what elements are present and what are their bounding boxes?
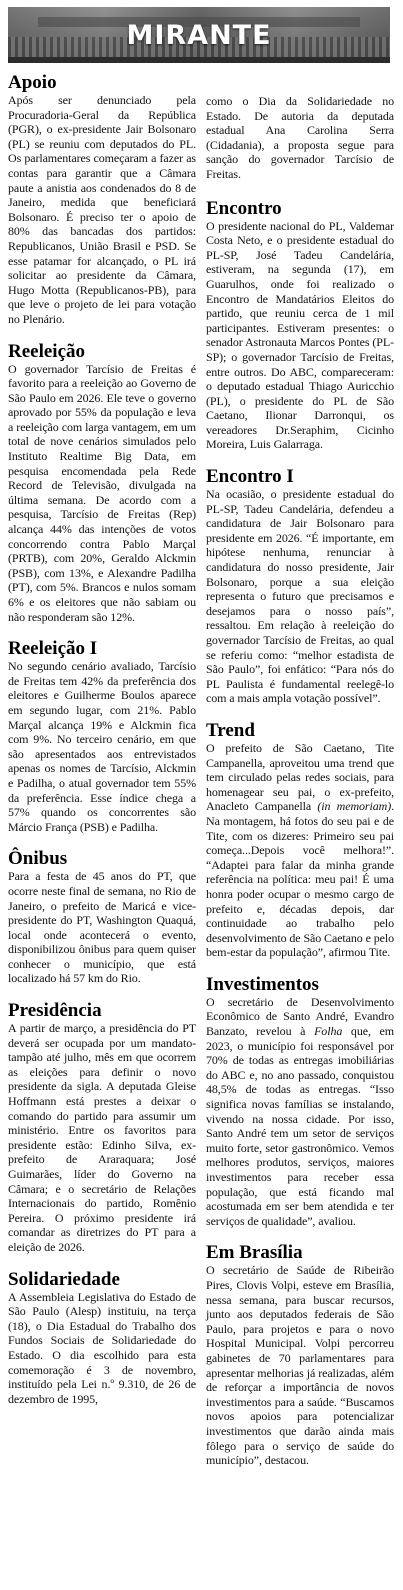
news-item-em-brasilia	[206, 1242, 394, 1467]
news-item-reeleicao-i	[8, 638, 196, 834]
item-heading: Solidariedade	[8, 1268, 120, 1290]
item-body: No segundo cenário avaliado, Tarcísio de Freitas tem 42% da preferência dos eleitores e Guilherme Boulos aparece em segundo lugar, com 21%. Pablo Marçal alcança 19% e Alckmin fica com 9%. No terceiro cenário, em que são apresentados aos entrevistados apenas os nomes de Tarcísio, Alckmin e Padilha, o atual governador tem 55% da preferência. Esse índice chega a 57% quando os concorrentes são Márcio França (PSB) e Padilha.	[8, 659, 196, 834]
banner-ground	[8, 57, 390, 63]
news-item-apoio	[8, 72, 196, 327]
news-item-trend	[206, 720, 394, 960]
item-body	[206, 995, 394, 1229]
column-title: MIRANTE	[126, 20, 272, 51]
item-heading: Investimentos	[206, 973, 319, 995]
item-body: Para a festa de 45 anos do PT, que ocorre neste final de semana, no Rio de Janeiro, o prefeito de Maricá e vice-presidente do PT, Washington Quaquá, local onde acontecerá o evento, disponibilizou ônibus para quem quiser conhecer o município, que está localizado há 57 km do Rio.	[8, 869, 196, 986]
item-body: Na ocasião, o presidente estadual do PL-SP, Tadeu Candelária, defendeu a candidatura de Jair Bolsonaro para presidente em 2026. “É importante, em hipótese nenhuma, renunciar à candidatura do nosso presidente, Jair Bolsonaro, porque a sua eleição representa o futuro que precisamos e desejamos para o nosso país”, ressaltou. Em relação à reeleição do governador Tarcísio de Freitas, ao qual se referiu como: “melhor estadista de São Paulo”, foi enfático: “Para nós do PL Paulista é fundamental reelegê-lo com a mais ampla votação possível”.	[206, 487, 394, 706]
solidariedade-continuation: como o Dia da Solidariedade no Estado. De autoria da deputada estadual Ana Carolina Serra (Cidadania), a proposta segue para sanção do governador Tarcísio de Freitas.	[206, 94, 394, 181]
item-body-italic: (in memoriam)	[317, 799, 392, 814]
item-body: O presidente nacional do PL, Valdemar Costa Neto, e o presidente estadual do PL-SP, José Tadeu Candelária, estiveram, na segunda (17), em Guarulhos, onde foi realizado o Encontro de Mandatários Eleitos do partido, que reuniu cerca de 1 mil participantes. Estiveram presentes: o senador Astronauta Marcos Pontes (PL-SP); o governador Tarcísio de Freitas, entre outros. Do ABC, compareceram: o deputado estadual Thiago Auricchio (PL), o presidente do PL de São Caetano, Ilionar Darronqui, os vereadores Dr.Seraphim, Cicinho Moreira, Luis Galarraga.	[206, 218, 394, 452]
news-item-encontro-i	[206, 466, 394, 706]
item-body: A Assembleia Legislativa do Estado de São Paulo (Alesp) instituiu, na terça (18), o Dia Estadual do Trabalho dos Fundos Sociais de Solidariedade do Estado. O dia escolhido para esta comemoração é 3 de novembro, instituído pela Lei n.º 9.310, de 26 de dezembro de 1995,	[8, 1289, 196, 1406]
left-column	[8, 72, 196, 1420]
news-item-investimentos	[206, 974, 394, 1229]
news-item-presidencia	[8, 1000, 196, 1255]
item-body-italic: Folha	[314, 1024, 343, 1039]
item-heading: Trend	[206, 719, 255, 741]
item-body: Após ser denunciado pela Procuradoria-Geral da República (PGR), o ex-presidente Jair Bolsonaro (PL) se reuniu com deputados do PL. Os parlamentares começaram a fazer as contas para garantir que a Câmara paute a anistia aos condenados do 8 de Janeiro, medida que beneficiará Bolsonaro. É preciso ter o apoio de 80% das bancadas dos partidos: Republicanos, União Brasil e PSD. Se esse patamar for alcançado, o PL irá solicitar ao presidente da Câmara, Hugo Motta (Republicanos-PB), para que leve o projeto de lei para votação no Plenário.	[8, 93, 196, 326]
item-body-part: que, em 2023, o município foi responsável por 70% de todas as entregas imobiliárias do ABC e, no ano passado, conquistou 48,5% de todas as entregas. “Isso significa novas famílias se instalando, vivendo na nossa cidade. Por isso, Santo André tem um setor de serviços muito forte, setor gastronômico. Vemos melhores produtos, serviços, maiores investimentos para receber essa população, que está ficando mal acostumada em ser bem atendida e ter serviços de qualidade”, avaliou.	[206, 1024, 394, 1228]
item-heading: Reeleição I	[8, 638, 98, 660]
news-item-solidariedade	[8, 1269, 196, 1407]
news-item-reeleicao	[8, 341, 196, 625]
right-column	[206, 94, 394, 1482]
item-heading: Presidência	[8, 1000, 102, 1022]
item-body-part: O secretário de Desenvolvimento Econômico de Santo André, Evandro Banzato, revelou à	[206, 994, 394, 1039]
news-item-encontro	[206, 198, 394, 453]
column-banner	[8, 7, 390, 63]
item-body-part: . Na montagem, há fotos do seu pai e de Tite, com os dizeres: Primeiro seu pai começa...Depois você melhora!”. “Adaptei para falar da minha grande referência na política: meu pai! É uma honra poder ocupar o mesmo cargo de prefeito e, décadas depois, dar continuidade ao trabalho pelo desenvolvimento de São Caetano e pelo bem-estar da população”, afirmou Tite.	[206, 799, 395, 960]
item-heading: Encontro I	[206, 466, 294, 488]
news-item-onibus	[8, 848, 196, 986]
item-body: O governador Tarcísio de Freitas é favorito para a reeleição ao Governo de São Paulo em 2026. Ele teve o governo aprovado por 55% da população e leva a reeleição com larga vantagem, em um total de nove cenários simulados pelo Instituto Realtime Big Data, em pesquisa encomendada pela Rede Record de Televisão, divulgada na última semana. De acordo com a pesquisa, Tarcísio de Freitas (Rep) alcança 44% das intenções de votos concorrendo contra Pablo Marçal (PRTB), com 20%, Geraldo Alckmin (PSB), com 13%, e Alexandre Padilha (PT), com 5%. Brancos e nulos somam 6% e os eleitores que não sabiam ou não responderam são 12%.	[8, 361, 196, 624]
item-heading: Apoio	[8, 72, 57, 93]
item-heading: Encontro	[206, 197, 282, 219]
item-body-part: O prefeito de São Caetano, Tite Campanella, aproveitou uma trend que tem circulado pelas redes sociais, para homenagear seu pai, o ex-prefeito, Anacleto Campanella	[206, 740, 394, 814]
item-heading: Reeleição	[8, 340, 86, 362]
item-body: O secretário de Saúde de Ribeirão Pires, Clovis Volpi, esteve em Brasília, nessa semana, para buscar recursos, junto aos deputados federais de São Paulo, para projetos e para o novo Hospital Municipal. Volpi percorreu gabinetes de 70 parlamentares para apresentar melhorias já realizadas, além de reforçar a importância de novos investimentos para a saúde. “Buscamos novos apoios para potencializar investimentos que darão ainda mais fôlego para o serviço de saúde do município”, destacou.	[206, 1263, 394, 1468]
item-body: A partir de março, a presidência do PT deverá ser ocupada por um mandato-tampão até julho, mês em que ocorrem as eleições para definir o novo presidente da sigla. A deputada Gleise Hoffmann está prestes a deixar o comando do partido para assumir um ministério. Entre os favoritos para presidente estão: Edinho Silva, ex-prefeito de Araraquara; José Guimarães, líder do Governo na Câmara; e o secretário de Relações Internacionais do partido, Romênio Pereira. O próximo presidente irá comandar as diretrizes do PT para a eleição de 2026.	[8, 1021, 196, 1254]
item-body	[206, 741, 394, 960]
item-heading: Em Brasília	[206, 1242, 303, 1264]
item-heading: Ônibus	[8, 848, 68, 870]
